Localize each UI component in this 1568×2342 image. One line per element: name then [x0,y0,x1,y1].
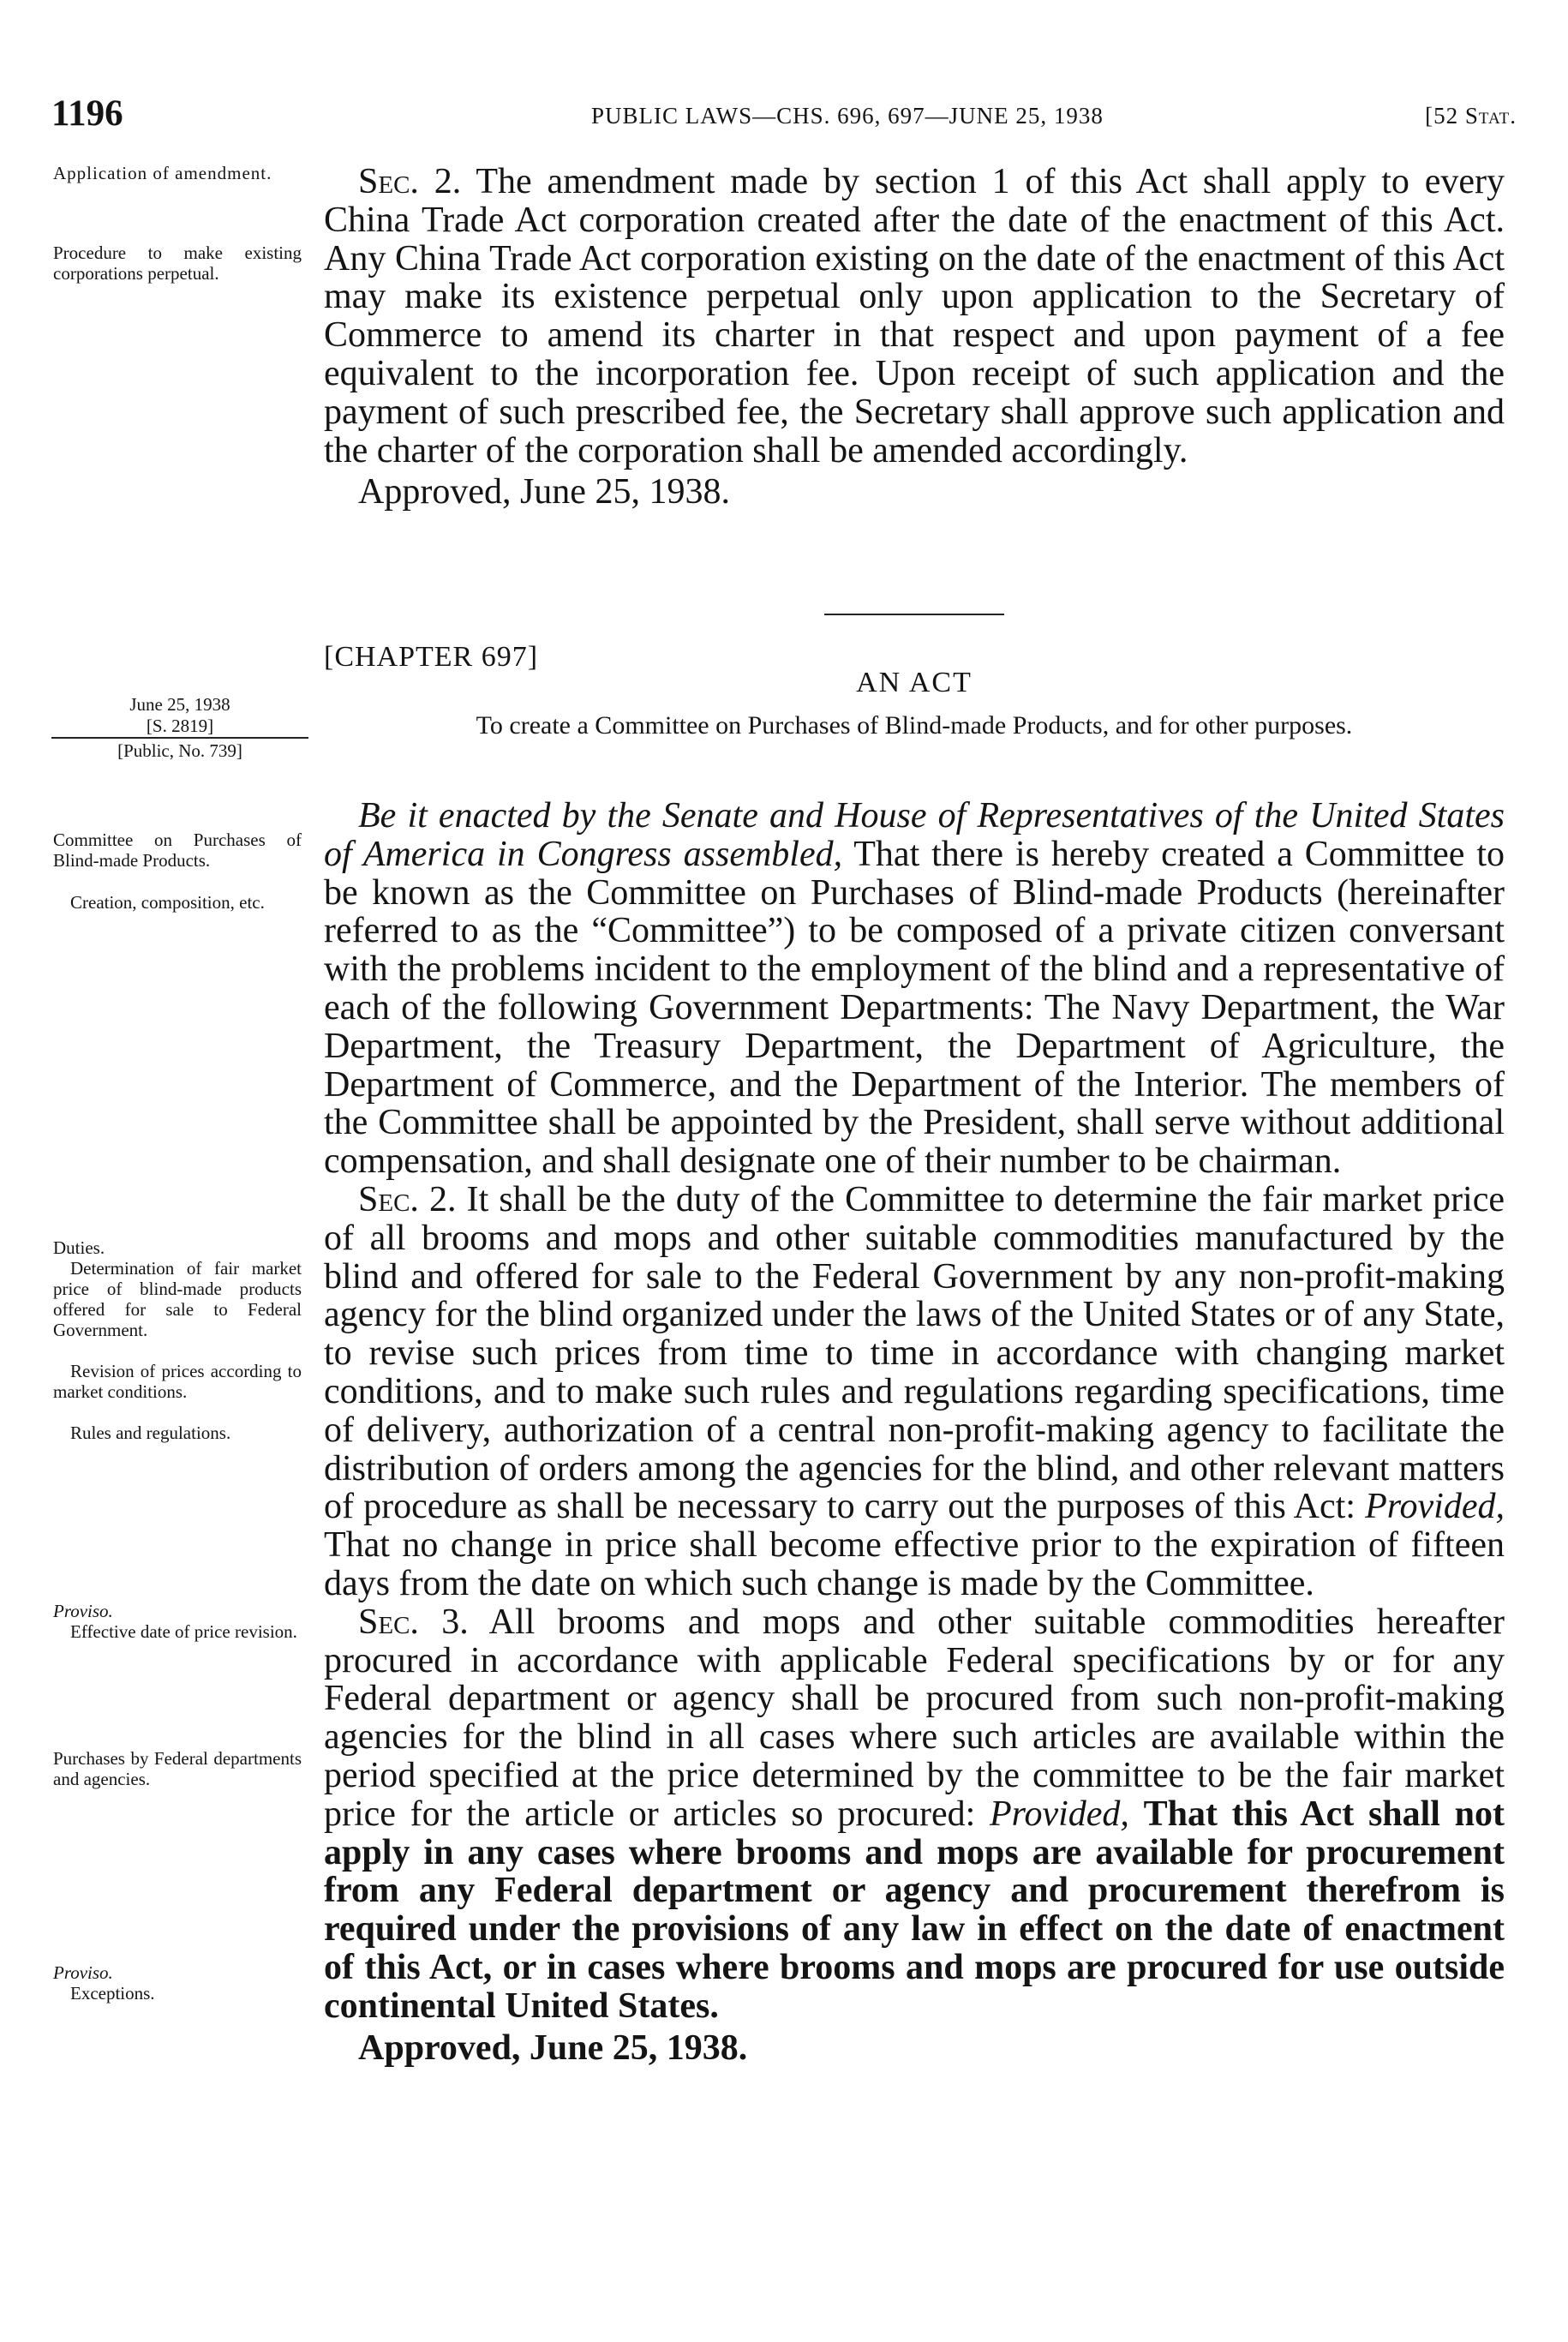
approved-line-697: Approved, June 25, 1938. [358,2028,748,2068]
margin-note-duties: Duties. [53,1237,105,1258]
margin-note-procedure: Procedure to make existing corporations perpetual. [53,243,302,284]
section-3-label: Sec. 3. [358,1602,469,1642]
act-heading: AN ACT [856,667,973,698]
section-text: The amendment made by section 1 of this Act shall apply to every China Trade Act corporation created after the date of the enactment of this Act. Any China Trade Act corporation existing on the date of the enactment of this Act may make its existence perpetual only upon application to the Secretary of Commerce to amend its charter in that respect and upon payment of a fee equivalent to the incorporation fee. Upon receipt of such application and the payment of such prescribed fee, the Secretary shall approve such application and the charter of the corporation shall be amended accordingly. [324,162,1505,470]
margin-note-proviso-1: Proviso. [53,1601,113,1621]
margin-note-determination: Determination of fair market price of blind-made products offered for sale to Federal Government. [53,1258,302,1340]
margin-note-creation: Creation, composition, etc. [70,892,265,913]
section-2 [324,1181,1505,1603]
section-3-text-b: That this Act shall not apply in any cases where brooms and mops are available for procurement from any Federal department or agency and procurement therefrom is required under the provisions of any law in effect on the date of enactment of this Act, or in cases where brooms and mops are procured for use outside continental United States. [324,1794,1505,2026]
section-2-text-a: It shall be the duty of the Committee to determine the fair market price of all brooms and mops and other suitable commodities manufactured by the blind and offered for sale to the Federal Government by any non-profit-making agency for the blind organized under the laws of the United States or of any State, to revise such prices from time to time in accordance with changing market conditions, and to make such rules and regulations regarding specifications, time of delivery, authorization of a central non-profit-making agency to facilitate the distribution of orders among the agencies for the blind, and other relevant matters of procedure as shall be necessary to carry out the purposes of this Act: [324,1179,1505,1527]
chapter-divider [824,614,1004,615]
margin-note-exceptions: Exceptions. [70,1983,155,2004]
section-1 [324,797,1505,1181]
volume-reference: [52 Stat. [1425,103,1517,129]
margin-note-revision: Revision of prices according to market conditions. [53,1361,302,1402]
section-2-label: Sec. 2. [358,1179,457,1219]
public-law-number: [Public, No. 739] [51,737,308,762]
chapter-696-section-2 [324,163,1505,512]
margin-note-effective-date: Effective date of price revision. [70,1621,297,1642]
approved-line: Approved, June 25, 1938. [358,472,730,512]
margin-note-purchases: Purchases by Federal departments and agencies. [53,1748,302,1789]
enactment-date: June 25, 1938 [129,694,230,715]
proviso-word-1: Provided, [1365,1487,1505,1527]
senate-bill-number: [S. 2819] [146,716,214,736]
running-head [51,93,1517,144]
section-3 [324,1603,1505,2026]
margin-note-rules: Rules and regulations. [70,1423,231,1443]
page-number: 1196 [51,93,123,134]
margin-note-committee: Committee on Purchases of Blind-made Products. [53,830,302,871]
proviso-word-2: Provided, [990,1794,1129,1834]
margin-note-application: Application of amendment. [53,163,272,183]
section-1-text: That there is hereby created a Committee to be known as the Committee on Purchases of Blind-made Products (hereinafter referred to as the “Committee”) to be composed of a private citizen conversant with the problems incident to the employment of the blind and a representative of each of the following Government Departments: The Navy Department, the War Department, the Treasury Department, the Department of Agriculture, the Department of Commerce, and the Department of the Interior. The members of the Committee shall be appointed by the President, shall serve without additional compensation, and shall designate one of their number to be chairman. [324,834,1505,1182]
section-3-text-a: All brooms and mops and other suitable commodities hereafter procured in accordance with applicable Federal specifications by or for any Federal department or agency shall be procured from such non-profit-making agencies for the blind in all cases where such articles are available within the period specified at the price determined by the committee to be the fair market price for the article or articles so procured: [324,1602,1505,1834]
chapter-heading: [CHAPTER 697] [324,641,539,673]
margin-note-proviso-2: Proviso. [53,1962,113,1983]
section-label: Sec. 2. [358,162,462,201]
section-2-text-b: That no change in price shall become effective prior to the expiration of fifteen days from the date on which such change is made by the Committee. [324,1525,1505,1603]
act-purpose: To create a Committee on Purchases of Blind-made Products, and for other purposes. [476,711,1353,740]
bill-info [51,694,308,762]
running-head-title: PUBLIC LAWS—CHS. 696, 697—JUNE 25, 1938 [591,103,1104,129]
enacting-clause: Be it enacted by the Senate and House of Representatives of the United States of America in Congress assembled, [324,796,1505,874]
chapter-697-body [324,797,1505,2067]
